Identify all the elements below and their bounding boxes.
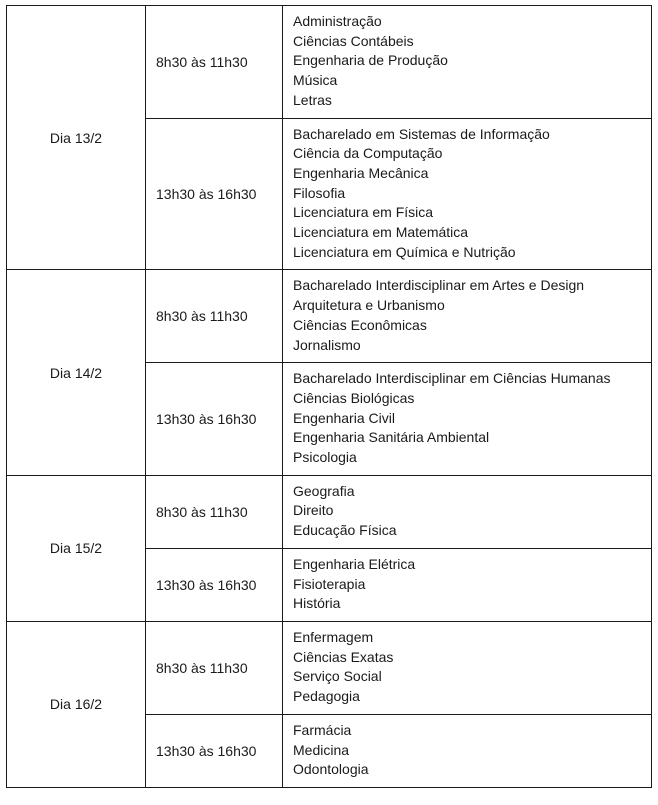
course-name: Bacharelado Interdisciplinar em Ciências Humanas	[293, 370, 611, 387]
course-name: Pedagogia	[293, 688, 360, 705]
day-label: Dia 13/2	[7, 6, 146, 270]
course-name: Administração	[293, 13, 382, 29]
course-name: História	[293, 595, 341, 612]
schedule-row	[7, 270, 652, 363]
course-name: Ciências Econômicas	[293, 316, 427, 333]
course-name: Letras	[293, 91, 332, 108]
course-list	[283, 118, 652, 270]
schedule-row	[7, 475, 652, 548]
course-name: Engenharia Sanitária Ambiental	[293, 429, 490, 446]
day-label: Dia 14/2	[7, 270, 146, 475]
course-name: Engenharia Civil	[293, 409, 395, 426]
course-name: Bacharelado Interdisciplinar em Artes e Design	[293, 277, 585, 294]
course-name: Serviço Social	[293, 668, 382, 685]
course-name: Odontologia	[293, 761, 369, 778]
course-name: Licenciatura em Física	[293, 204, 434, 221]
time-slot: 8h30 às 11h30	[146, 270, 283, 363]
course-list	[283, 363, 652, 476]
time-slot: 13h30 às 16h30	[146, 118, 283, 270]
course-name: Engenharia de Produção	[293, 52, 448, 69]
course-name: Engenharia Mecânica	[293, 164, 429, 181]
course-list	[283, 548, 652, 621]
course-list	[283, 270, 652, 363]
course-name: Jornalismo	[293, 336, 361, 353]
course-list	[283, 714, 652, 787]
day-label: Dia 15/2	[7, 475, 146, 621]
course-name: Bacharelado em Sistemas de Informação	[293, 125, 550, 142]
course-name: Direito	[293, 502, 334, 519]
day-label: Dia 16/2	[7, 621, 146, 787]
course-name: Educação Física	[293, 522, 397, 539]
course-list	[283, 6, 652, 119]
course-name: Música	[293, 72, 338, 89]
course-name: Licenciatura em Química e Nutrição	[293, 243, 516, 260]
time-slot: 8h30 às 11h30	[146, 6, 283, 119]
course-name: Filosofia	[293, 184, 346, 201]
course-name: Psicologia	[293, 449, 357, 466]
schedule-body	[7, 6, 652, 788]
schedule-row	[7, 621, 652, 714]
time-slot: 8h30 às 11h30	[146, 475, 283, 548]
schedule-row	[7, 6, 652, 119]
course-name: Medicina	[293, 741, 350, 758]
course-name: Licenciatura em Matemática	[293, 224, 469, 241]
course-list	[283, 475, 652, 548]
course-name: Enfermagem	[293, 628, 374, 645]
course-name: Arquitetura e Urbanismo	[293, 297, 445, 314]
course-name: Ciências Contábeis	[293, 32, 414, 49]
course-list	[283, 621, 652, 714]
schedule-table	[6, 5, 652, 788]
time-slot: 13h30 às 16h30	[146, 363, 283, 476]
course-name: Engenharia Elétrica	[293, 555, 416, 572]
time-slot: 8h30 às 11h30	[146, 621, 283, 714]
time-slot: 13h30 às 16h30	[146, 714, 283, 787]
course-name: Geografia	[293, 482, 355, 499]
course-name: Ciência da Computação	[293, 145, 443, 162]
course-name: Ciências Biológicas	[293, 389, 415, 406]
course-name: Fisioterapia	[293, 575, 366, 592]
course-name: Farmácia	[293, 721, 352, 738]
course-name: Ciências Exatas	[293, 648, 394, 665]
time-slot: 13h30 às 16h30	[146, 548, 283, 621]
